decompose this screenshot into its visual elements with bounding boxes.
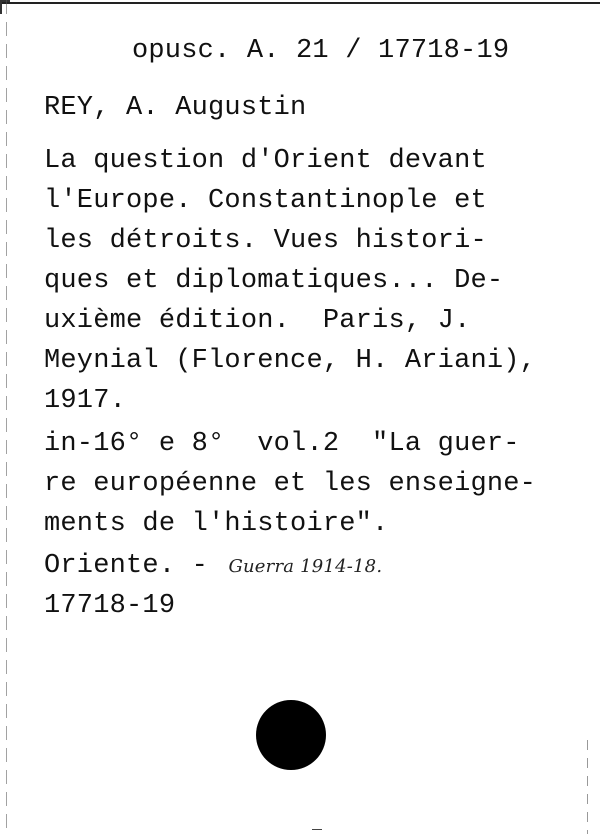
call-number: opusc. A. 21 / 17718-19 (132, 36, 510, 66)
physical-line: ments de l'histoire". (44, 509, 389, 539)
inventory-number: 17718-19 (44, 591, 176, 621)
subject-typed: Oriente. - (44, 551, 225, 581)
description-line: uxième édition. Paris, J. (44, 306, 471, 336)
physical-line: in-16° e 8° vol.2 "La guer- (44, 429, 520, 459)
subject-handwritten: Guerra 1914-18. (228, 556, 383, 577)
card-left-edge (6, 0, 7, 834)
description-line: les détroits. Vues histori- (44, 226, 487, 256)
author: REY, A. Augustin (44, 93, 307, 123)
subject-heading (44, 553, 382, 580)
card-top-edge (0, 2, 600, 4)
card-right-edge (587, 740, 588, 834)
description-line: La question d'Orient devant (44, 146, 487, 176)
description-line: l'Europe. Constantinople et (44, 186, 487, 216)
card-corner-mark (0, 0, 10, 14)
card-bottom-mark (312, 829, 322, 830)
description-line: ques et diplomatiques... De- (44, 266, 504, 296)
description-line: 1917. (44, 386, 127, 416)
physical-line: re européenne et les enseigne- (44, 469, 537, 499)
description-line: Meynial (Florence, H. Ariani), (44, 346, 537, 376)
punch-hole (256, 700, 326, 770)
